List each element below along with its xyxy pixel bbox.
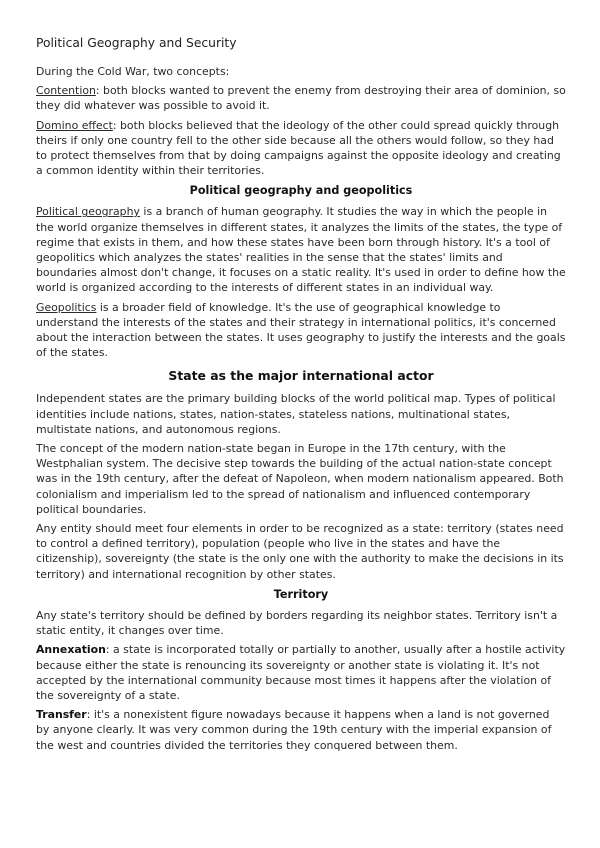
territory-paragraph-1: Any state's territory should be defined by borders regarding its neighbor states. Territory isn't a static entity, it changes over time. (36, 608, 558, 638)
contention-text: : both blocks wanted to prevent the enemy from destroying their area of dominion, so they did whatever was possible to avoid it. (36, 84, 566, 113)
political-geography-paragraph (36, 204, 566, 295)
state-paragraph-3: Any entity should meet four elements in order to be recognized as a state: territory (states need to control a defined territory), population (people who live in the states and have the citizenship), sovereignty (the state is the only one with the authority to make the decisions in its territory) and international recognition by other states. (36, 522, 564, 581)
political-geography-text: is a branch of human geography. It studies the way in which the people in the world organize themselves in different states, it analyzes the limits of the states, the type of regime that exists in them, and how these states have been born through history. It's a tool of geopolitics which analyzes the states' realities in the sense that the states' limits and boundaries almost don't change, it focuses on a static reality. It's used in order to define how the world is organized according to the interests of different states in an individual way. (36, 205, 566, 295)
geopolitics-text: is a broader field of knowledge. It's the use of geographical knowledge to understand the interests of the states and their strategy in international politics, it's concerned about the interaction between the states. It uses geography to justify the interests and the goals of the states. (36, 300, 566, 360)
domino-term: Domino effect (36, 118, 113, 132)
geopolitics-term: Geopolitics (36, 300, 97, 314)
transfer-text: : it's a nonexistent figure nowadays because it happens when a land is not governed by anyone clearly. It was very common during the 19th century with the imperial expansion of the west and countries divided the territories they conquered between them. (36, 708, 552, 752)
contention-term: Contention (36, 84, 96, 98)
state-paragraph-2: The concept of the modern nation-state began in Europe in the 17th century, with the Westphalian system. The decisive step towards the building of the actual nation-state concept was in the 19th century, after the defeat of Napoleon, when modern nationalism appeared. Both colonialism and imperialism led to the spread of nationalism and influenced contemporary political boundaries. (36, 442, 564, 516)
state-heading: State as the major international actor (168, 368, 434, 384)
pg-heading: Political geography and geopolitics (189, 184, 413, 198)
geopolitics-paragraph (36, 300, 566, 361)
document-page (36, 36, 566, 757)
cold-war-intro: During the Cold War, two concepts: (36, 65, 230, 78)
annexation-term: Annexation (36, 643, 106, 657)
domino-text: : both blocks believed that the ideology of the other could spread quickly through theirs if only one country fell to the other side because all the others would follow, so they had to protect themselves from that by doing campaigns against the opposite ideology and creating a common identity within their territories. (36, 118, 561, 178)
political-geography-term: Political geography (36, 205, 140, 219)
territory-heading: Territory (273, 587, 329, 601)
state-paragraph-1: Independent states are the primary building blocks of the world political map. Types of political identities include nations, states, nation-states, stateless nations, multinational states, multistate nations, and autonomous regions. (36, 392, 556, 436)
annexation-text: : a state is incorporated totally or partially to another, usually after a hostile activity because either the state is renouncing its sovereignty or another state is violating it. It's not accepted by the international community because most times it happens after the violation of the sovereignty of a state. (36, 643, 566, 702)
transfer-term: Transfer (36, 708, 87, 722)
contention-paragraph (36, 83, 566, 113)
document-title: Political Geography and Security (36, 36, 237, 50)
transfer-paragraph (36, 707, 566, 753)
annexation-paragraph (36, 642, 566, 703)
domino-paragraph (36, 118, 566, 179)
